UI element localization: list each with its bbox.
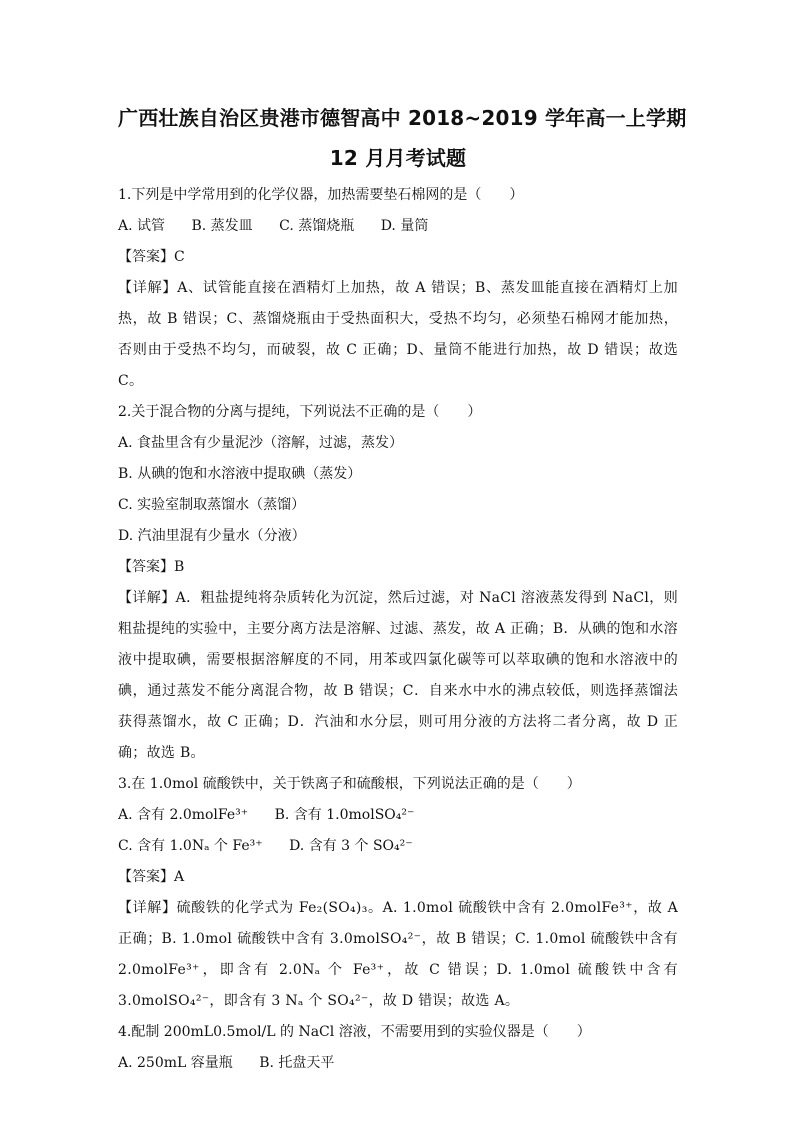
question-1-option-b: B. 蒸发皿 [191, 218, 253, 234]
question-1-options [118, 211, 678, 242]
question-2-option-b: B. 从碘的饱和水溶液中提取碘（蒸发） [118, 466, 362, 482]
document-title-line2: 12 月月考试题 [329, 146, 467, 170]
question-1-option-d: D. 量筒 [380, 218, 429, 234]
question-3-options-row2 [118, 831, 678, 862]
question-1-option-a: A. 试管 [118, 218, 166, 234]
question-3-answer: 【答案】A [118, 869, 185, 885]
question-3-option-d: D. 含有 3 个 SO₄²⁻ [289, 838, 413, 854]
question-3-option-c: C. 含有 1.0Nₐ 个 Fe³⁺ [118, 838, 263, 854]
question-2-option-c: C. 实验室制取蒸馏水（蒸馏） [118, 497, 306, 513]
question-4-stem: 4.配制 200mL0.5mol/L 的 NaCl 溶液，不需要用到的实验仪器是（ ） [118, 1024, 591, 1040]
question-2-option-a: A. 食盐里含有少量泥沙（溶解，过滤，蒸发） [118, 435, 404, 451]
question-3-option-a: A. 含有 2.0molFe³⁺ [118, 807, 249, 823]
question-2-option-d: D. 汽油里混有少量水（分液） [118, 528, 306, 544]
question-2-detail: 【详解】A．粗盐提纯将杂质转化为沉淀，然后过滤，对 NaCl 溶液蒸发得到 NaCl，则粗盐提纯的实验中，主要分离方法是溶解、过滤、蒸发，故 A 正确；B．从碘的饱和水溶液中提取碘，需要根据溶解度的不同，用苯或四氯化碳等可以萃取碘的饱和水溶液中的碘，通过蒸发不能分离混合物，故 B 错误；C．自来水中水的沸点较低，则选择蒸馏法获得蒸馏水，故 C 正确；D．汽油和水分层，则可用分液的方法将二者分离，故 D 正确；故选 B。 [118, 590, 678, 761]
question-1-option-c: C. 蒸馏烧瓶 [279, 218, 355, 234]
question-4-options-row1 [118, 1048, 678, 1079]
question-3-options-row1 [118, 800, 678, 831]
question-2-stem: 2.关于混合物的分离与提纯，下列说法不正确的是（ ） [118, 404, 482, 420]
question-4-option-b: B. 托盘天平 [259, 1055, 335, 1071]
question-3-option-b: B. 含有 1.0molSO₄²⁻ [274, 807, 415, 823]
question-1-detail: 【详解】A、试管能直接在酒精灯上加热，故 A 错误；B、蒸发皿能直接在酒精灯上加热，故 B 错误；C、蒸馏烧瓶由于受热面积大，受热不均匀，必须垫石棉网才能加热，否则由于受热不均匀，而破裂，故 C 正确；D、量筒不能进行加热，故 D 错误；故选 C。 [118, 280, 678, 389]
document-title-line1: 广西壮族自治区贵港市德智高中 2018~2019 学年高一上学期 [118, 106, 687, 130]
question-3-detail: 【详解】硫酸铁的化学式为 Fe₂(SO₄)₃。A. 1.0mol 硫酸铁中含有 2.0molFe³⁺，故 A 正确；B. 1.0mol 硫酸铁中含有 3.0molSO₄²⁻，故 B 错误；C. 1.0mol 硫酸铁中含有 2.0molFe³⁺，即含有 2.0Nₐ 个 Fe³⁺，故 C 错误；D. 1.0mol 硫酸铁中含有 3.0molSO₄²⁻，即含有 3 Nₐ 个 SO₄²⁻，故 D 错误；故选 A。 [118, 900, 678, 1009]
question-1-stem: 1.下列是中学常用到的化学仪器，加热需要垫石棉网的是（ ） [118, 187, 524, 203]
question-2-answer: 【答案】B [118, 559, 185, 575]
question-1-answer: 【答案】C [118, 249, 185, 265]
document-page [118, 98, 687, 1079]
question-4-option-a: A. 250mL 容量瓶 [118, 1055, 233, 1071]
question-3-stem: 3.在 1.0mol 硫酸铁中，关于铁离子和硫酸根，下列说法正确的是（ ） [118, 776, 581, 792]
